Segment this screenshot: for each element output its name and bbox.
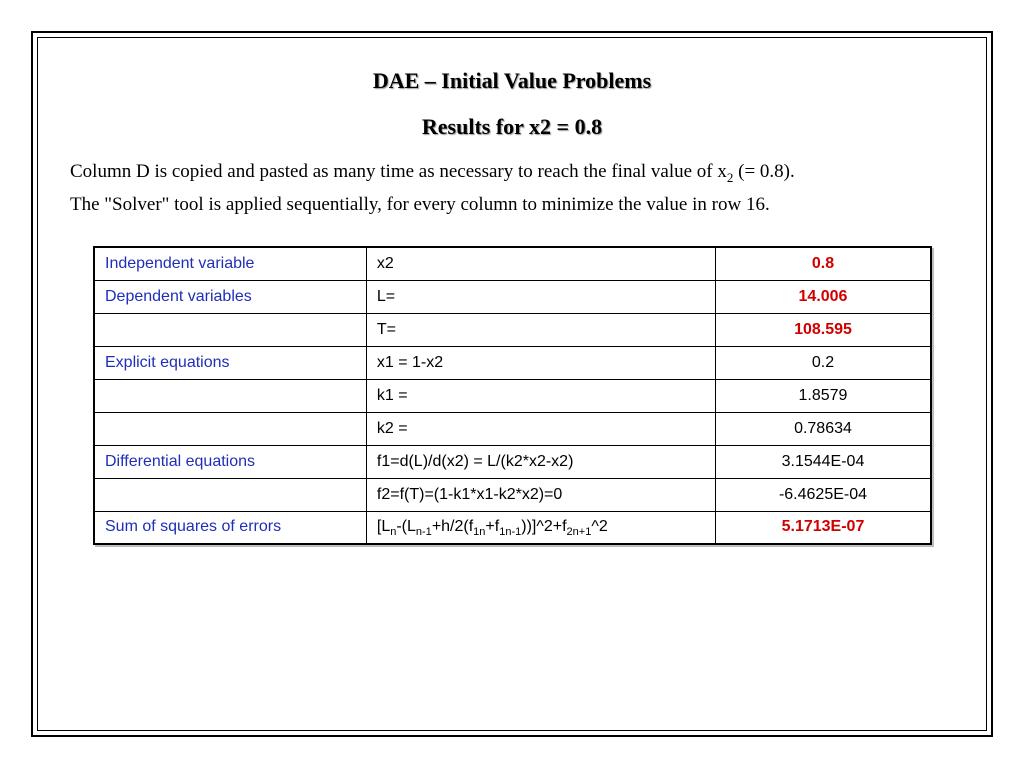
expression-part: [L	[376, 518, 391, 536]
expression-part: +f	[485, 518, 500, 536]
results-table	[93, 246, 932, 545]
row-label	[94, 478, 366, 511]
row-expression: L=	[366, 280, 715, 313]
table-row	[94, 511, 931, 544]
row-label: Explicit equations	[94, 346, 366, 379]
row-label	[94, 412, 366, 445]
expression-part: +h/2(f	[431, 518, 474, 536]
expression-part: -(L	[396, 518, 416, 536]
row-value: 0.8	[715, 247, 931, 280]
expression-subscript: 1n-1	[499, 526, 522, 539]
description-line-2: The "Solver" tool is applied sequentially, for every column to minimize the value in row 16.	[70, 194, 770, 215]
expression-subscript: n	[390, 526, 397, 539]
row-label: Dependent variables	[94, 280, 366, 313]
table-row	[94, 412, 931, 445]
row-label	[94, 313, 366, 346]
row-value: -6.4625E-04	[715, 478, 931, 511]
expression-subscript: n-1	[415, 526, 432, 539]
row-value: 0.78634	[715, 412, 931, 445]
expression-subscript: 1n	[473, 526, 486, 539]
description-line-1-text: Column D is copied and pasted as many time as necessary to reach the final value of x	[70, 161, 727, 182]
row-value: 0.2	[715, 346, 931, 379]
expression-subscript: 2n+1	[566, 526, 592, 539]
description-line-1	[70, 161, 795, 186]
row-expression: T=	[366, 313, 715, 346]
row-value: 14.006	[715, 280, 931, 313]
page-subtitle: Results for x2 = 0.8	[421, 114, 603, 139]
row-expression: k1 =	[366, 379, 715, 412]
table-row	[94, 313, 931, 346]
row-expression: f1=d(L)/d(x2) = L/(k2*x2-x2)	[366, 445, 715, 478]
expression-part: ^2	[591, 518, 608, 536]
table-row	[94, 346, 931, 379]
description-line-1-end: (= 0.8).	[733, 161, 795, 182]
row-value: 108.595	[715, 313, 931, 346]
row-value: 3.1544E-04	[715, 445, 931, 478]
row-expression: x1 = 1-x2	[366, 346, 715, 379]
row-label	[94, 379, 366, 412]
table-row	[94, 247, 931, 280]
row-expression	[366, 511, 715, 544]
table-row	[94, 478, 931, 511]
row-label: Differential equations	[94, 445, 366, 478]
table-row	[94, 445, 931, 478]
row-expression: f2=f(T)=(1-k1*x1-k2*x2)=0	[366, 478, 715, 511]
row-expression: x2	[366, 247, 715, 280]
expression-part: ))]^2+f	[521, 518, 567, 536]
table-row	[94, 379, 931, 412]
page-title: DAE – Initial Value Problems	[372, 68, 652, 93]
row-value: 1.8579	[715, 379, 931, 412]
table-row	[94, 280, 931, 313]
row-label: Sum of squares of errors	[94, 511, 366, 544]
description-line-1-subscript: 2	[726, 169, 734, 185]
row-expression: k2 =	[366, 412, 715, 445]
row-value: 5.1713E-07	[715, 511, 931, 544]
row-label: Independent variable	[94, 247, 366, 280]
